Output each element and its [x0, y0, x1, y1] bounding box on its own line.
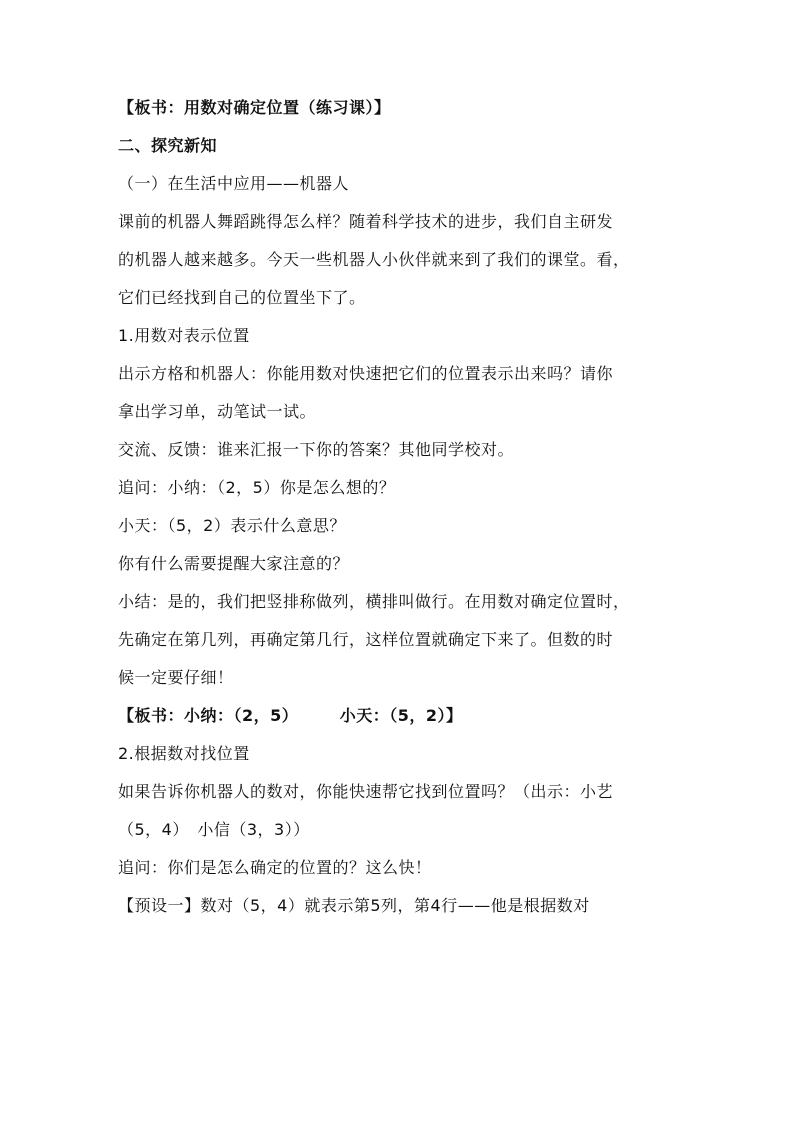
numbered-heading: 2.根据数对找位置	[118, 744, 250, 763]
paragraph-line: 【预设一】数对（5，4）就表示第5列，第4行——他是根据数对	[118, 896, 590, 915]
paragraph-line: 的机器人越来越多。今天一些机器人小伙伴就来到了我们的课堂。看，	[118, 250, 630, 269]
paragraph-line: 拿出学习单，动笔试一试。	[118, 402, 317, 421]
paragraph-line: 如果告诉你机器人的数对，你能快速帮它找到位置吗？（出示：小艺	[118, 782, 614, 801]
paragraph-line: 出示方格和机器人：你能用数对快速把它们的位置表示出来吗？请你	[118, 364, 614, 383]
document-page	[118, 98, 678, 934]
paragraph-line: 追问：你们是怎么确定的位置的？这么快！	[118, 858, 432, 877]
paragraph-line: 它们已经找到自己的位置坐下了。	[118, 288, 366, 307]
paragraph-line: 课前的机器人舞蹈跳得怎么样？随着科学技术的进步，我们自主研发	[118, 212, 614, 231]
paragraph-line: 先确定在第几列，再确定第几行，这样位置就确定下来了。但数的时	[118, 630, 614, 649]
paragraph-line: 小结：是的，我们把竖排称做列，横排叫做行。在用数对确定位置时，	[118, 592, 630, 611]
paragraph-line: 交流、反馈：谁来汇报一下你的答案？其他同学校对。	[118, 440, 515, 459]
numbered-heading: 1.用数对表示位置	[118, 326, 250, 345]
paragraph-line: 追问：小纳：（2，5）你是怎么想的？	[118, 478, 396, 497]
paragraph-line: 候一定要仔细！	[118, 668, 234, 687]
board-summary: 【板书：小纳：（2，5） 小天：（5，2）】	[118, 706, 463, 725]
paragraph-line: （5，4） 小信（3，3））	[118, 820, 310, 839]
board-title: 【板书：用数对确定位置（练习课）】	[118, 98, 391, 117]
section-heading: 二、探究新知	[118, 136, 218, 155]
paragraph-line: 你有什么需要提醒大家注意的？	[118, 554, 350, 573]
subsection-heading: （一）在生活中应用——机器人	[118, 174, 350, 193]
paragraph-line: 小天：（5，2）表示什么意思？	[118, 516, 346, 535]
